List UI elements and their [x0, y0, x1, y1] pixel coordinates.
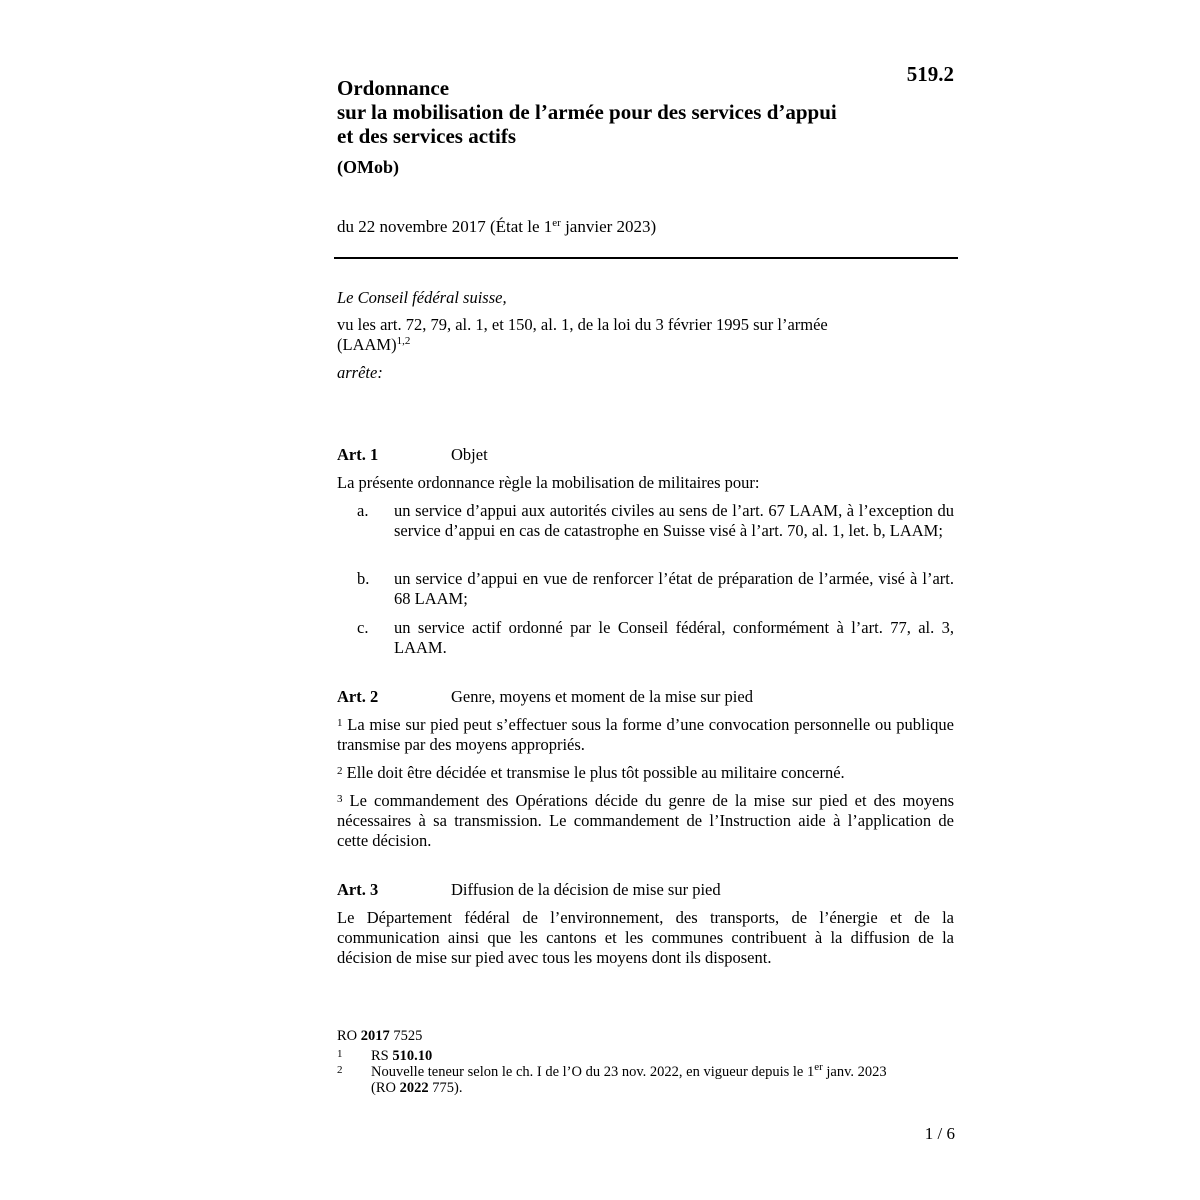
- date-suffix: janvier 2023): [560, 217, 657, 236]
- list-item-letter: a.: [357, 501, 369, 520]
- footnote-text: [371, 1061, 957, 1096]
- ro-prefix: RO: [337, 1028, 361, 1044]
- footnote-line-1: [371, 1061, 957, 1080]
- date-sup: er: [552, 217, 561, 229]
- preamble-authority: Le Conseil fédéral suisse,: [337, 288, 507, 307]
- paragraph-text: Elle doit être décidée et transmise le plus tôt possible au militaire concerné.: [342, 763, 845, 782]
- title-line-1: Ordonnance: [337, 76, 450, 100]
- article-2-paragraph-1: [337, 715, 954, 755]
- sr-number: 519.2: [906, 62, 954, 86]
- footnote-bold: 510.10: [392, 1048, 433, 1064]
- paragraph-text: Le commandement des Opérations décide du genre de la mise sur pied et des moyens nécessaires à sa transmission. Le commandement de l’Instruction aide à l’application de cette décision.: [337, 791, 954, 850]
- footnote-2: [337, 1061, 957, 1096]
- list-item-text: un service actif ordonné par le Conseil fédéral, conformément à l’art. 77, al. 3, LAAM.: [394, 618, 954, 657]
- footnote-text-b: janv. 2023: [822, 1064, 887, 1080]
- paragraph-number: 3: [337, 793, 343, 805]
- article-1-intro: La présente ordonnance règle la mobilisation de militaires pour:: [337, 473, 760, 492]
- ro-page: 7525: [389, 1028, 423, 1044]
- article-2-heading: [337, 687, 957, 707]
- footnote-number: 2: [337, 1064, 343, 1076]
- list-item-text: un service d’appui aux autorités civiles au sens de l’art. 67 LAAM, à l’exception du service d’appui en cas de catastrophe en Suisse visé à l’art. 70, al. 1, let. b, LAAM;: [394, 501, 954, 540]
- article-2-number: Art. 2: [337, 687, 379, 706]
- article-1-title: Objet: [451, 445, 488, 464]
- preamble-decree: arrête:: [337, 363, 383, 382]
- footnote-ro-prefix: (RO: [371, 1080, 400, 1096]
- footnote-number: 1: [337, 1048, 343, 1060]
- document-title: [337, 76, 957, 148]
- list-item: [357, 618, 954, 658]
- article-3-number: Art. 3: [337, 880, 379, 899]
- paragraph-number: 1: [337, 717, 343, 729]
- article-1-number: Art. 1: [337, 445, 379, 464]
- footnote-text-a: Nouvelle teneur selon le ch. I de l’O du 23 nov. 2022, en vigueur depuis le 1: [371, 1064, 815, 1080]
- footnote-line-2: [371, 1080, 957, 1096]
- article-2-paragraph-3: [337, 791, 954, 851]
- list-item: [357, 501, 954, 541]
- footnote-ro-year: 2022: [399, 1080, 429, 1096]
- article-3-title: Diffusion de la décision de mise sur pied: [451, 880, 721, 899]
- list-item-letter: b.: [357, 569, 370, 588]
- list-item-letter: c.: [357, 618, 369, 637]
- date-prefix: du 22 novembre 2017 (État le 1: [337, 217, 553, 236]
- preamble-legal-basis: [337, 315, 957, 355]
- title-line-3: et des services actifs: [337, 124, 517, 148]
- ro-reference: [337, 1028, 422, 1044]
- article-2-paragraph-2: [337, 763, 954, 783]
- list-item-text: un service d’appui en vue de renforcer l’état de préparation de l’armée, visé à l’art. 68 LAAM;: [394, 569, 954, 608]
- header-divider: [334, 257, 958, 259]
- title-abbreviation: (OMob): [337, 157, 399, 177]
- list-item: [357, 569, 954, 609]
- ro-year: 2017: [360, 1028, 390, 1044]
- article-2-title: Genre, moyens et moment de la mise sur pied: [451, 687, 753, 706]
- footnote-ro-page: 775).: [428, 1080, 463, 1096]
- article-3-heading: [337, 880, 957, 900]
- document-date: [337, 216, 656, 238]
- article-1-heading: [337, 445, 957, 465]
- paragraph-number: 2: [337, 765, 343, 777]
- legal-basis-line-1: vu les art. 72, 79, al. 1, et 150, al. 1, de la loi du 3 février 1995 sur l’armée: [337, 315, 828, 334]
- footnote-sup: er: [814, 1061, 823, 1073]
- legal-basis-line-2: [337, 335, 957, 355]
- title-line-2: sur la mobilisation de l’armée pour des services d’appui: [337, 100, 837, 124]
- footnote-text: [371, 1048, 957, 1064]
- paragraph-text: La mise sur pied peut s’effectuer sous la forme d’une convocation personnelle ou publique transmise par des moyens appropriés.: [337, 715, 954, 754]
- footnote-refs-1-2[interactable]: 1,2: [396, 335, 411, 347]
- footnote-1: [337, 1048, 957, 1064]
- legal-basis-abbr: (LAAM): [337, 335, 397, 354]
- footnote-prefix: RS: [371, 1048, 393, 1064]
- article-3-text: Le Département fédéral de l’environnement, des transports, de l’énergie et de la communication ainsi que les cantons et les communes contribuent à la diffusion de la décision de mise sur pied avec tous les moyens dont ils disposent.: [337, 908, 954, 967]
- page-number: 1 / 6: [924, 1124, 955, 1143]
